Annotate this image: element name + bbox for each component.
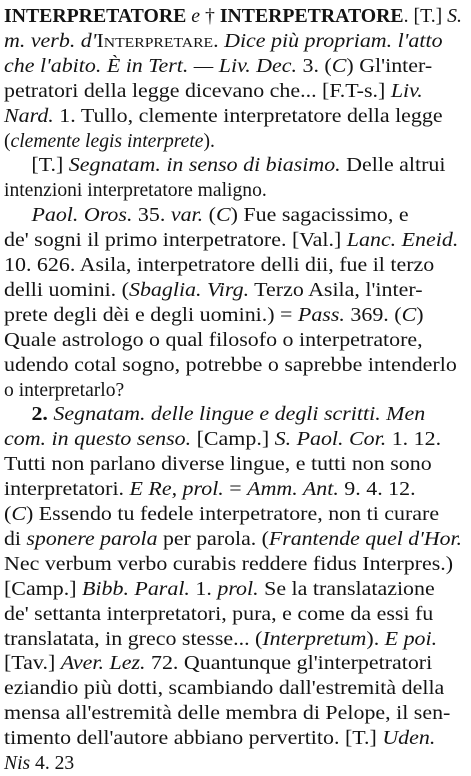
text-run: S. — [447, 6, 463, 27]
text-run: di — [4, 528, 27, 550]
text-run: com. in questo senso. — [4, 429, 192, 451]
text-run: [Camp.] — [191, 429, 275, 451]
text-run: de' sogni il primo interpetratore. [Val.] — [4, 230, 347, 252]
entry-line-text — [4, 29, 443, 54]
text-run: Se la translatazione — [258, 578, 435, 600]
entry-line — [0, 577, 471, 602]
text-run: de' settanta interpretatori, pura, e come da essi fu — [4, 603, 434, 625]
text-run: o interpretarlo? — [4, 379, 125, 401]
text-run: 369. ( — [344, 304, 402, 326]
text-run: C — [401, 304, 417, 326]
entry-line-text — [4, 726, 435, 751]
text-run: clemente legis interprete — [10, 130, 204, 152]
text-run: 1. — [189, 578, 218, 600]
text-run: 1. Tullo, clemente interpretatore della legge — [53, 105, 443, 127]
text-run: 10. 626. Asila, interpetratore delli dii, fue il terzo — [4, 255, 435, 276]
text-run: interpretatori. — [4, 479, 130, 501]
text-run — [4, 404, 31, 425]
text-run: [T.] — [4, 155, 69, 177]
text-run: S. Paol. Cor. — [274, 429, 387, 451]
text-run: prete degli dèi e degli uomini.) = — [4, 304, 298, 326]
text-run: INTERPRETATORE — [4, 6, 187, 27]
entry-line-text — [4, 378, 124, 403]
text-run: Dice più propriam. l'atto — [224, 30, 443, 52]
text-run: intenzioni interpretatore maligno. — [4, 180, 267, 202]
text-run: . [T.] — [403, 6, 448, 27]
entry-line-text — [4, 353, 457, 378]
entry-line — [0, 552, 471, 577]
entry-line — [0, 178, 471, 203]
text-run: ) Gl'inter- — [346, 55, 433, 77]
entry-line-text — [4, 527, 462, 552]
text-run: eziandio più dotti, scambiando dall'estremità della — [4, 678, 445, 700]
entry-line — [0, 701, 471, 726]
text-run: udendo cotal sogno, potrebbe o saprebbe intenderlo — [4, 354, 457, 376]
entry-line-text — [4, 577, 435, 602]
text-run: per parola. ( — [157, 528, 269, 550]
entry-line — [0, 502, 471, 527]
entry-line — [0, 253, 471, 278]
entry-line — [0, 751, 471, 776]
entry-line — [0, 477, 471, 502]
entry-line — [0, 79, 471, 104]
entry-line — [0, 452, 471, 477]
text-run: Terzo Asila, l'inter- — [249, 279, 423, 301]
entry-line — [0, 353, 471, 378]
entry-line-text — [4, 627, 437, 652]
entry-line-text — [4, 602, 433, 627]
text-run: Nec verbum verbo curabis reddere fidus Interpres.) — [4, 553, 454, 575]
text-run: Aver. Lez. — [60, 653, 146, 675]
text-run: e — [191, 6, 201, 27]
entry-line — [0, 527, 471, 552]
entry-line — [0, 602, 471, 627]
entry-line-text — [4, 104, 443, 129]
entry-line — [0, 651, 471, 676]
text-run: che l'abito. È in Tert. — Liv. Dec. — [4, 55, 298, 77]
text-run: mensa all'estremità delle membra di Pelope, il sen- — [4, 703, 451, 725]
text-run: . — [213, 30, 225, 52]
text-run: 1. 12. — [386, 429, 442, 451]
text-run: Paol. Oros. — [31, 205, 133, 227]
entry-line-text — [4, 203, 409, 228]
text-run: ). — [203, 130, 215, 152]
entry-line-text — [4, 153, 445, 178]
text-run: Amm. Ant. — [247, 479, 339, 501]
entry-line — [0, 378, 471, 403]
entry-line-text — [4, 129, 215, 154]
entry-line-text — [4, 676, 444, 701]
text-run: E Re, prol. — [129, 479, 224, 501]
entry-line-text — [4, 253, 434, 278]
text-run: [Camp.] — [4, 578, 83, 600]
text-run: C — [11, 504, 26, 525]
text-run: petratori della legge dicevano che... [F.T-s.] — [4, 80, 391, 102]
text-run: Tutti non parlano diverse lingue, e tutti non sono — [4, 454, 432, 476]
text-run: Delle altrui — [340, 155, 446, 177]
entry-line — [0, 228, 471, 253]
text-run: ( — [4, 504, 12, 525]
entry-line — [0, 328, 471, 353]
entry-line-text — [4, 751, 74, 776]
text-run: ( — [203, 205, 216, 227]
text-run: Quale astrologo o qual filosofo o interpetratore, — [4, 329, 423, 351]
text-run: 35. — [132, 205, 171, 227]
text-run: = — [223, 479, 248, 501]
entry-line — [0, 726, 471, 751]
text-run: Interpretare — [96, 30, 214, 52]
entry-line — [0, 303, 471, 328]
text-run: E poi. — [384, 628, 438, 650]
entry-line-text — [4, 427, 441, 452]
text-run: [Tav.] — [4, 653, 61, 675]
text-run: delli uomini. ( — [4, 279, 129, 301]
text-run: Nard. — [4, 105, 54, 127]
text-run: Nis — [4, 753, 31, 774]
entry-line — [0, 129, 471, 154]
text-run: C — [331, 55, 347, 77]
entry-line-text — [4, 228, 458, 253]
entry-line-text — [4, 54, 432, 79]
text-run: var. — [170, 205, 204, 227]
text-run: 3. ( — [297, 55, 332, 77]
text-run: Liv. — [390, 80, 423, 102]
text-run: Lanc. Eneid. — [346, 230, 459, 252]
entry-line-text — [4, 452, 432, 477]
text-run: 2. — [31, 404, 48, 426]
entry-line — [0, 402, 471, 427]
entry-line-text — [4, 4, 462, 29]
entry-line-text — [4, 303, 424, 328]
entry-line-text — [4, 502, 439, 527]
text-run: ) Essendo tu fedele interpetratore, non ti curare — [25, 504, 440, 525]
entry-line-text — [4, 701, 450, 726]
entry-line-text — [4, 552, 453, 577]
entry-line-text — [4, 328, 423, 353]
entry-line — [0, 278, 471, 303]
entry-line — [0, 203, 471, 228]
entry-line — [0, 54, 471, 79]
entry-line-text — [4, 79, 423, 104]
text-run: translatata, in greco stesse... ( — [4, 628, 263, 650]
text-run: prol. — [217, 578, 259, 600]
text-run: ( — [4, 130, 11, 152]
text-run: Pass. — [297, 304, 345, 326]
text-run: sponere parola — [26, 528, 158, 550]
text-run: Segnatam. delle lingue e degli scritti. Men — [53, 404, 426, 426]
text-run: Interpretum — [262, 628, 367, 650]
entry-line — [0, 104, 471, 129]
entry-line — [0, 627, 471, 652]
text-run: INTERPETRATORE — [219, 6, 404, 27]
text-run — [4, 205, 31, 226]
text-run: m. verb. d' — [4, 30, 97, 52]
text-run: Frantende quel d'Hor. — [268, 528, 463, 550]
entry-line-text — [4, 178, 267, 203]
text-run: Sbaglia. Virg. — [128, 279, 250, 301]
text-run: ) — [416, 304, 424, 326]
text-run: 72. Quantunque gl'interpetratori — [145, 653, 433, 675]
entry-line-text — [4, 278, 423, 303]
text-run: † — [200, 6, 220, 27]
text-run: Uden. — [382, 728, 436, 750]
text-run: ) Fue sagacissimo, e — [230, 205, 409, 227]
entry-line-text — [4, 651, 432, 676]
text-run: Segnatam. in senso di biasimo. — [68, 155, 341, 177]
entry-line — [0, 4, 471, 29]
entry-line — [0, 29, 471, 54]
entry-line-text — [4, 477, 416, 502]
entry-line-text — [4, 402, 425, 427]
text-run: C — [215, 205, 231, 227]
text-run: Bibb. Paral. — [82, 578, 190, 600]
entry-line — [0, 427, 471, 452]
text-run: ). — [366, 628, 385, 650]
entry-line — [0, 676, 471, 701]
entry-line — [0, 153, 471, 178]
text-run: 4. 23 — [30, 753, 75, 774]
text-run: 9. 4. 12. — [338, 479, 416, 501]
text-run: timento dell'autore abbiano pervertito. [T.] — [4, 728, 383, 750]
